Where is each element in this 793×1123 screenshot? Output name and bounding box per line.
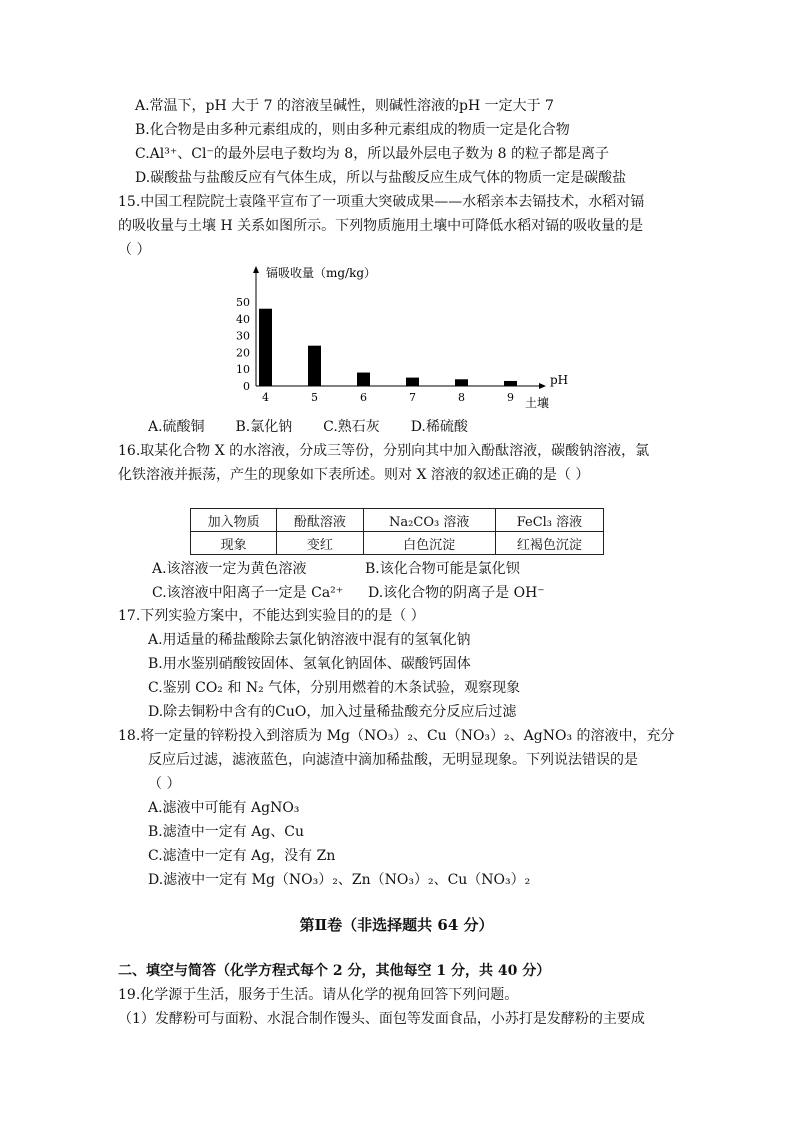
q18-stem-line2: 反应后过滤，滤液蓝色，向滤渣中滴加稀盐酸，无明显现象。下列说法错误的是: [148, 752, 638, 768]
q15-option-b: B.氯化钠: [235, 419, 293, 435]
q16-option-a: A.该溶液一定为黄色溶液: [152, 561, 307, 577]
x-tick-label: 8: [458, 391, 465, 404]
q14-option-c: C.Al³⁺、Cl⁻的最外层电子数均为 8，所以最外层电子数为 8 的粒子都是离子: [135, 146, 609, 162]
q15-stem-line2: 的吸收量与土壤 H 关系如图所示。下列物质施用土壤中可降低水稻对镉的吸收量的是: [118, 218, 644, 234]
y-tick-label: 10: [236, 363, 250, 377]
cadmium-ph-bar-chart: [230, 258, 590, 418]
x-tick-label: 4: [262, 391, 269, 404]
table-cell: 变红: [277, 532, 363, 555]
x-tick-label: 6: [360, 391, 367, 404]
x-tick-label: 5: [311, 391, 318, 404]
q17-stem: 17.下列实验方案中，不能达到实验目的的是（ ）: [118, 608, 425, 624]
q16-stem-line1: 16.取某化合物 X 的水溶液，分成三等份，分别向其中加入酚酞溶液，碳酸钠溶液，氯: [118, 443, 650, 459]
chart-xlabel-ph: pH: [550, 373, 569, 387]
x-tick-label: 9: [507, 391, 514, 404]
q17-option-d: D.除去铜粉中含有的CuO，加入过量稀盐酸充分反应后过滤: [148, 704, 517, 720]
y-tick-label: 0: [243, 380, 250, 393]
q16-observation-table: [190, 508, 604, 555]
q15-option-d: D.稀硫酸: [410, 419, 468, 435]
q18-stem-line3: （ ）: [148, 776, 181, 792]
q16-stem-line2: 化铁溶液并振荡，产生的现象如下表所述。则对 X 溶液的叙述正确的是（ ）: [118, 467, 590, 483]
x-axis-arrow: [539, 383, 546, 389]
q15-option-c: C.熟石灰: [323, 419, 380, 435]
q16-option-b: B.该化合物可能是氯化钡: [365, 561, 520, 577]
table-cell: Na₂CO₃ 溶液: [363, 509, 495, 532]
bar: [406, 378, 419, 386]
bar: [357, 373, 370, 386]
bar: [259, 309, 272, 386]
y-tick-label: 20: [236, 346, 250, 360]
table-cell: 现象: [191, 532, 277, 555]
q15-options: [148, 418, 468, 436]
q14-option-a: A.常温下，pH 大于 7 的溶液呈碱性，则碱性溶液的pH 一定大于 7: [135, 98, 554, 114]
chart-ylabel: 镉吸收量（mg/kg）: [266, 266, 377, 280]
q18-option-b: B.滤渣中一定有 Ag、Cu: [148, 824, 304, 840]
chart-xlabel-soil: 土壤: [525, 396, 550, 410]
table-cell: 红褐色沉淀: [495, 532, 603, 555]
y-tick-label: 50: [236, 296, 250, 309]
table-row: [191, 532, 604, 555]
bar: [455, 379, 468, 386]
y-tick-label: 30: [236, 329, 250, 343]
table-cell: 酚酞溶液: [277, 509, 363, 532]
table-row: [191, 509, 604, 532]
q18-option-d: D.滤液中一定有 Mg（NO₃）₂、Zn（NO₃）₂、Cu（NO₃）₂: [148, 872, 531, 888]
q17-option-a: A.用适量的稀盐酸除去氯化钠溶液中混有的氢氧化钠: [148, 632, 471, 648]
q17-option-b: B.用水鉴别硝酸铵固体、氢氧化钠固体、碳酸钙固体: [148, 656, 471, 672]
q15-stem-line3: （ ）: [118, 242, 151, 258]
q19-part1: （1）发酵粉可与面粉、水混合制作馒头、面包等发面食品，小苏打是发酵粉的主要成: [118, 1011, 645, 1027]
q19-stem: 19.化学源于生活，服务于生活。请从化学的视角回答下列问题。: [118, 987, 519, 1003]
bar: [504, 381, 517, 386]
q16-option-c: C.该溶液中阳离子一定是 Ca²⁺: [152, 585, 344, 601]
y-axis-arrow: [253, 266, 259, 273]
table-cell: 白色沉淀: [363, 532, 495, 555]
q18-option-c: C.滤渣中一定有 Ag，没有 Zn: [148, 848, 336, 864]
x-tick-label: 7: [409, 391, 416, 404]
q15-option-a: A.硫酸铜: [148, 419, 205, 435]
q17-option-c: C.鉴别 CO₂ 和 N₂ 气体，分别用燃着的木条试验，观察现象: [148, 680, 521, 696]
y-tick-label: 40: [236, 312, 250, 326]
table-cell: 加入物质: [191, 509, 277, 532]
table-cell: FeCl₃ 溶液: [495, 509, 603, 532]
q18-stem-line1: 18.将一定量的锌粉投入到溶质为 Mg（NO₃）₂、Cu（NO₃）₂、AgNO₃ 的溶液中，充分: [118, 728, 675, 744]
section-title: 第Ⅱ卷（非选择题共 64 分）: [299, 916, 494, 934]
bar: [308, 346, 321, 386]
q16-option-d: D.该化合物的阴离子是 OH⁻: [368, 585, 545, 601]
q14-option-b: B.化合物是由多种元素组成的，则由多种元素组成的物质一定是化合物: [135, 122, 570, 138]
q15-stem-line1: 15.中国工程院院士袁隆平宣布了一项重大突破成果——水稻亲本去镉技术，水稻对镉: [118, 194, 645, 210]
q18-option-a: A.滤液中可能有 AgNO₃: [148, 800, 300, 816]
q14-option-d: D.碳酸盐与盐酸反应有气体生成，所以与盐酸反应生成气体的物质一定是碳酸盐: [135, 170, 627, 186]
section-heading: 二、填空与简答（化学方程式每个 2 分，其他每空 1 分，共 40 分）: [118, 963, 551, 979]
